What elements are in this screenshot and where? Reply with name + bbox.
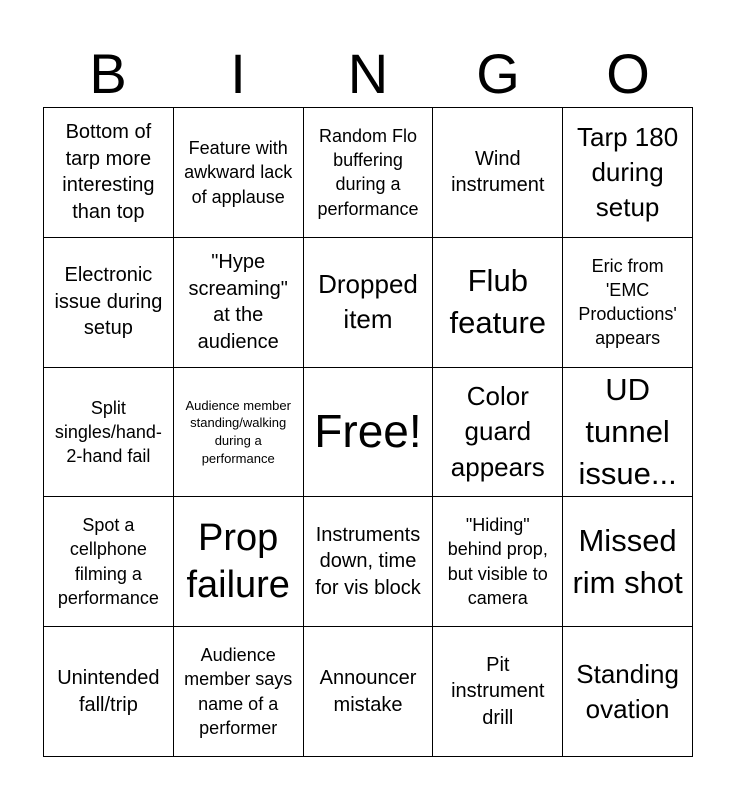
- bingo-cell[interactable]: [44, 238, 174, 368]
- header-letter-g: G: [476, 42, 520, 105]
- bingo-cell[interactable]: [304, 497, 434, 627]
- bingo-cell[interactable]: [304, 238, 434, 368]
- bingo-cell-text: "Hype screaming" at the audience: [188, 251, 288, 353]
- bingo-cell[interactable]: [174, 368, 304, 498]
- bingo-header: [43, 42, 693, 106]
- bingo-cell-text: Spot a cellphone filming a performance: [57, 515, 159, 609]
- bingo-cell[interactable]: [44, 497, 174, 627]
- bingo-cell[interactable]: [174, 238, 304, 368]
- bingo-cell[interactable]: [44, 108, 174, 238]
- bingo-cell-text: Announcer mistake: [319, 667, 417, 716]
- header-letter-i: I: [230, 42, 246, 105]
- bingo-cell[interactable]: [433, 627, 563, 757]
- bingo-cell-text: Bottom of tarp more interesting than top: [62, 121, 155, 223]
- bingo-cell-text: Tarp 180 during setup: [577, 121, 679, 222]
- bingo-cell-text: Wind instrument: [451, 147, 545, 197]
- bingo-cell-text: Missed rim shot: [572, 522, 683, 600]
- bingo-cell-text: Standing ovation: [576, 658, 679, 724]
- bingo-cell-text: Flub feature: [449, 263, 547, 341]
- bingo-cell-text: Instruments down, time for vis block: [315, 523, 421, 600]
- bingo-cell[interactable]: [304, 108, 434, 238]
- bingo-cell[interactable]: [44, 368, 174, 498]
- bingo-cell[interactable]: [174, 627, 304, 757]
- bingo-cell[interactable]: [433, 368, 563, 498]
- bingo-cell[interactable]: [304, 627, 434, 757]
- bingo-cell[interactable]: [174, 108, 304, 238]
- bingo-cell[interactable]: [433, 497, 563, 627]
- bingo-cell[interactable]: [433, 108, 563, 238]
- bingo-cell-text: Random Flo buffering during a performance: [317, 125, 419, 219]
- bingo-cell[interactable]: [174, 497, 304, 627]
- bingo-cell[interactable]: [563, 108, 693, 238]
- bingo-cell-text: Dropped item: [318, 269, 418, 335]
- bingo-cell-text: "Hiding" behind prop, but visible to camera: [447, 515, 548, 609]
- bingo-cell[interactable]: [563, 238, 693, 368]
- bingo-cell-text: Pit instrument drill: [451, 653, 545, 729]
- header-letter-o: O: [606, 42, 650, 105]
- bingo-board: [43, 107, 693, 757]
- bingo-cell-text: Electronic issue during setup: [54, 264, 163, 340]
- header-letter-n: N: [347, 42, 389, 105]
- bingo-cell-text: Eric from 'EMC Productions' appears: [578, 255, 677, 349]
- bingo-cell-text: UD tunnel issue...: [578, 372, 677, 491]
- bingo-cell-text: Audience member standing/walking during a performance: [185, 397, 291, 466]
- bingo-cell[interactable]: [563, 368, 693, 498]
- bingo-cell[interactable]: [433, 238, 563, 368]
- bingo-cell-text: Split singles/hand-2-hand fail: [54, 397, 162, 467]
- bingo-cell-text: Free!: [314, 405, 422, 458]
- bingo-cell-text: Color guard appears: [450, 381, 545, 482]
- bingo-cell[interactable]: [563, 627, 693, 757]
- bingo-cell[interactable]: [44, 627, 174, 757]
- free-space[interactable]: [304, 368, 434, 498]
- bingo-cell-text: Audience member says name of a performer: [184, 645, 293, 738]
- bingo-cell-text: Unintended fall/trip: [57, 667, 160, 716]
- bingo-cell[interactable]: [563, 497, 693, 627]
- bingo-cell-text: Prop failure: [186, 517, 290, 606]
- header-letter-b: B: [89, 42, 127, 105]
- bingo-cell-text: Feature with awkward lack of applause: [184, 137, 293, 207]
